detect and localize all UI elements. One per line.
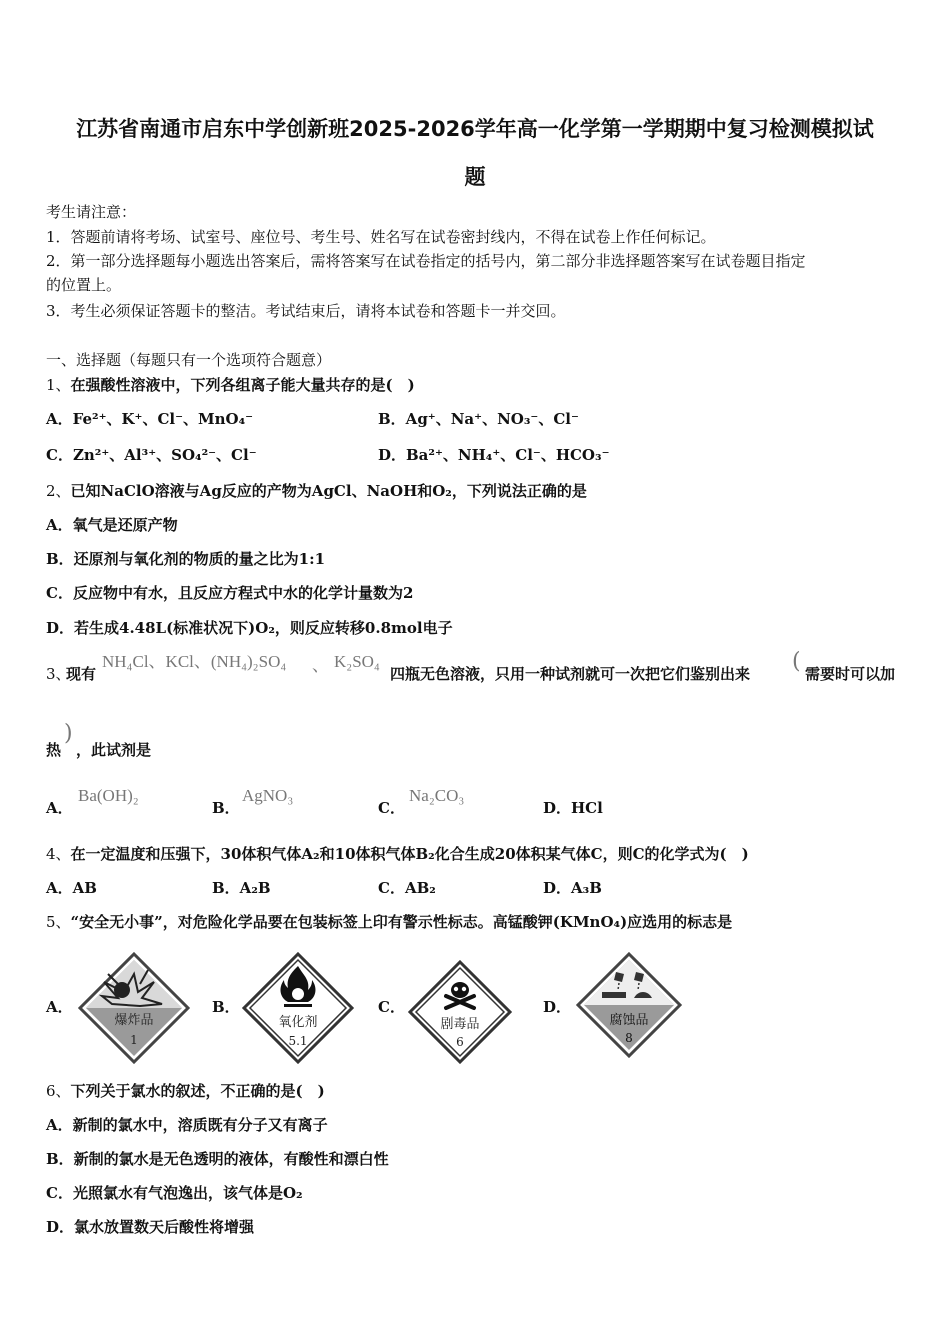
q5-number: 5、 bbox=[46, 913, 71, 931]
q3-close-paren: ) bbox=[64, 721, 73, 746]
q2-option-d: D．若生成4.48L(标准状况下)O₂，则反应转移0.8mol电子 bbox=[46, 619, 453, 637]
q6-text: 下列关于氯水的叙述，不正确的是( ) bbox=[70, 1082, 325, 1100]
corrosive-hazard-sign bbox=[576, 952, 682, 1058]
q2-stem bbox=[46, 481, 587, 501]
q5-option-b-label: B． bbox=[212, 998, 240, 1016]
sign-4-class: 8 bbox=[625, 1031, 633, 1045]
q3-stem-b: 四瓶无色溶液，只用一种试剂就可一次把它们鉴别出来 bbox=[390, 665, 751, 683]
oxidizer-hazard-sign bbox=[242, 952, 354, 1064]
q6-option-c: C．光照氯水有气泡逸出，该气体是O₂ bbox=[46, 1184, 303, 1202]
q6-option-b: B．新制的氯水是无色透明的液体，有酸性和漂白性 bbox=[46, 1150, 389, 1168]
q3-number: 3、 bbox=[46, 665, 71, 683]
sign-2-label: 氧化剂 bbox=[278, 1015, 318, 1030]
q1-stem bbox=[46, 375, 415, 395]
q3-option-c-label: C． bbox=[378, 799, 405, 817]
exam-title-line2: 题 bbox=[464, 165, 486, 189]
q2-option-b: B．还原剂与氧化剂的物质的量之比为1:1 bbox=[46, 550, 326, 568]
q1-option-a: A．Fe²⁺、K⁺、Cl⁻、MnO₄⁻ bbox=[46, 410, 254, 428]
q3-option-a-label: A． bbox=[46, 799, 73, 817]
q1-text: 在强酸性溶液中，下列各组离子能大量共存的是( ) bbox=[70, 376, 415, 394]
q3-stem-d: 热 bbox=[46, 741, 62, 759]
q3-stem-e: ，此试剂是 bbox=[76, 741, 152, 759]
notice-item-2a: 2．第一部分选择题每小题选出答案后，需将答案写在试卷指定的括号内，第二部分非选择题答案写在试卷题目指定 bbox=[46, 252, 806, 270]
notice-item-2b: 的位置上。 bbox=[46, 276, 122, 294]
q4-option-a: A．AB bbox=[46, 879, 97, 897]
section-heading: 一、选择题（每题只有一个选项符合题意） bbox=[46, 351, 332, 369]
exam-title-line1: 江苏省南通市启东中学创新班2025-2026学年高一化学第一学期期中复习检测模拟试 bbox=[76, 117, 874, 141]
q3-separator: 、 bbox=[312, 656, 329, 675]
sign-4-label: 腐蚀品 bbox=[609, 1013, 649, 1028]
q2-option-c: C．反应物中有水，且反应方程式中水的化学计量数为2 bbox=[46, 584, 414, 602]
q5-option-a-label: A． bbox=[46, 998, 73, 1016]
q6-stem bbox=[46, 1081, 325, 1101]
q3-stem-c: 需要时可以加 bbox=[805, 665, 896, 683]
notice-heading: 考生请注意： bbox=[46, 203, 137, 221]
q5-text: “安全无小事”，对危险化学品要在包装标签上印有警示性标志。高锰酸钾(KMnO₄)应选用的标志是 bbox=[70, 913, 733, 931]
q2-text: 已知NaClO溶液与Ag反应的产物为AgCl、NaOH和O₂，下列说法正确的是 bbox=[70, 482, 587, 500]
q2-option-a: A．氧气是还原产物 bbox=[46, 516, 178, 534]
q6-option-a: A．新制的氯水中，溶质既有分子又有离子 bbox=[46, 1116, 328, 1134]
q3-stem-a: 现有 bbox=[66, 665, 97, 683]
q3-option-d: D．HCl bbox=[543, 799, 603, 817]
q3-option-b-label: B． bbox=[212, 799, 240, 817]
q1-option-b: B．Ag⁺、Na⁺、NO₃⁻、Cl⁻ bbox=[378, 410, 579, 428]
explosive-hazard-sign bbox=[78, 952, 190, 1064]
q6-option-d: D．氯水放置数天后酸性将增强 bbox=[46, 1218, 255, 1236]
sign-1-label: 爆炸品 bbox=[114, 1013, 154, 1028]
q1-number: 1、 bbox=[46, 376, 71, 394]
q3-option-c: Na₂CO₃ bbox=[409, 786, 465, 805]
q4-option-b: B．A₂B bbox=[212, 879, 271, 897]
notice-item-1: 1．答题前请将考场、试室号、座位号、考生号、姓名写在试卷密封线内，不得在试卷上作任何标记。 bbox=[46, 228, 716, 246]
q4-stem bbox=[46, 844, 749, 864]
q5-option-c-label: C． bbox=[378, 998, 405, 1016]
q4-option-d: D．A₃B bbox=[543, 879, 602, 897]
q3-option-a: Ba(OH)₂ bbox=[78, 786, 139, 805]
q5-stem bbox=[46, 912, 732, 932]
q4-number: 4、 bbox=[46, 845, 71, 863]
sign-1-class: 1 bbox=[130, 1033, 138, 1047]
q2-number: 2、 bbox=[46, 482, 71, 500]
q6-number: 6、 bbox=[46, 1082, 71, 1100]
q5-option-d-label: D． bbox=[543, 998, 572, 1016]
q4-option-c: C．AB₂ bbox=[378, 879, 436, 897]
toxic-hazard-sign bbox=[408, 960, 512, 1064]
q4-text: 在一定温度和压强下，30体积气体A₂和10体积气体B₂化合生成20体积某气体C，则C的化学式为( ) bbox=[70, 845, 749, 863]
q3-option-b: AgNO₃ bbox=[242, 786, 294, 805]
q3-formula-2: K₂SO₄ bbox=[334, 652, 380, 671]
sign-2-class: 5.1 bbox=[288, 1034, 308, 1048]
q1-option-c: C．Zn²⁺、Al³⁺、SO₄²⁻、Cl⁻ bbox=[46, 446, 257, 464]
sign-3-class: 6 bbox=[456, 1035, 464, 1049]
notice-item-3: 3．考生必须保证答题卡的整洁。考试结束后，请将本试卷和答题卡一并交回。 bbox=[46, 302, 566, 320]
q3-open-paren: ( bbox=[792, 649, 801, 674]
sign-3-label: 剧毒品 bbox=[440, 1017, 480, 1032]
q1-option-d: D．Ba²⁺、NH₄⁺、Cl⁻、HCO₃⁻ bbox=[378, 446, 610, 464]
q3-formula-1: NH₄Cl、KCl、(NH₄)₂SO₄ bbox=[102, 652, 287, 671]
